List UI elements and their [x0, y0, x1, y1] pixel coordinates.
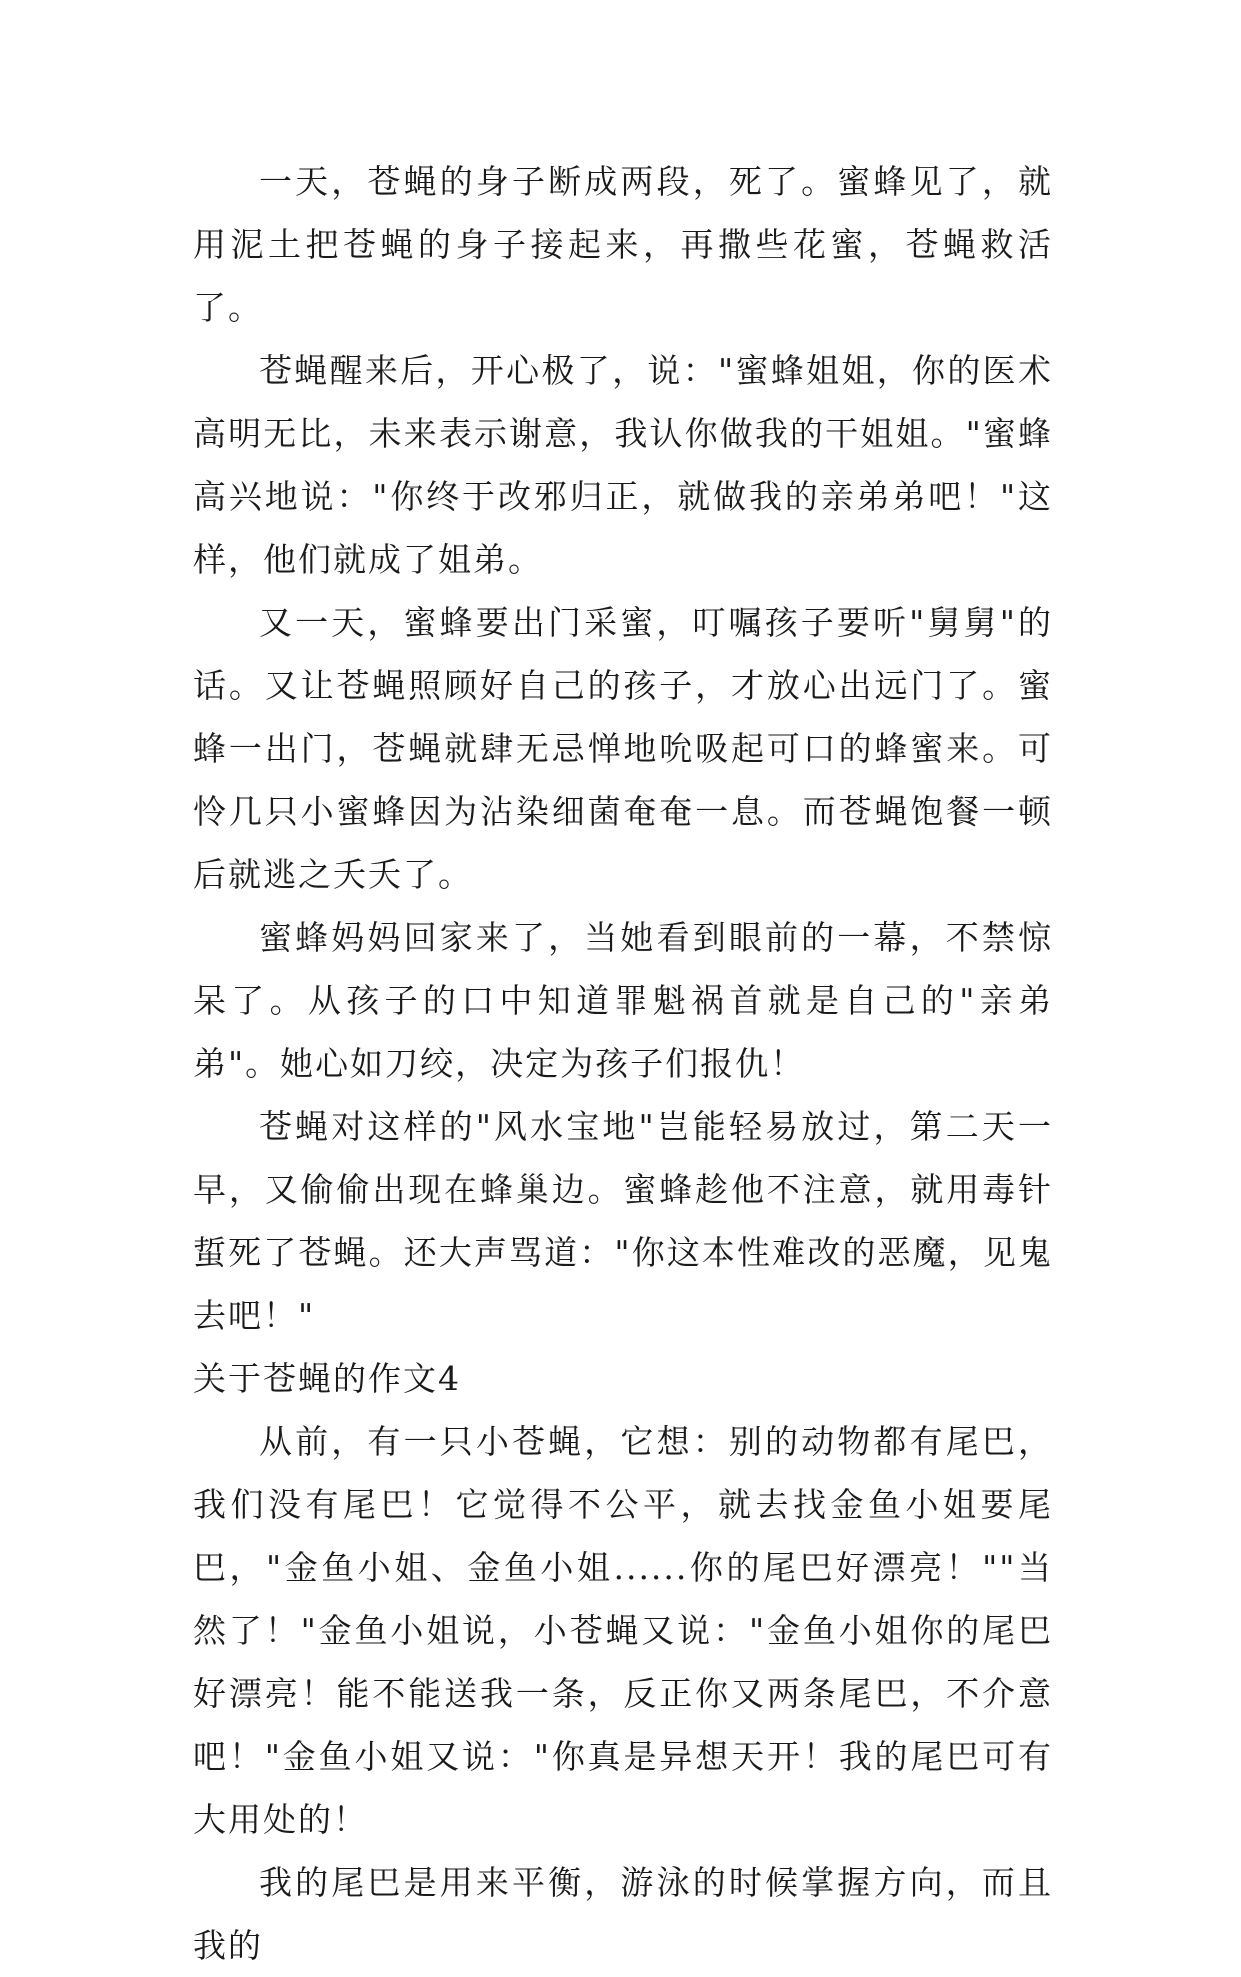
- paragraph: 又一天，蜜蜂要出门采蜜，叮嘱孩子要听"舅舅"的话。又让苍蝇照顾好自己的孩子，才放心出远门了。蜜蜂一出门，苍蝇就肆无忌惮地吮吸起可口的蜂蜜来。可怜几只小蜜蜂因为沾染细菌奄奄一息。而苍蝇饱餐一顿后就逃之夭夭了。: [193, 603, 1053, 894]
- paragraph: 一天，苍蝇的身子断成两段，死了。蜜蜂见了，就用泥土把苍蝇的身子接起来，再撒些花蜜，苍蝇救活了。: [193, 162, 1053, 327]
- paragraph: 从前，有一只小苍蝇，它想：别的动物都有尾巴，我们没有尾巴！它觉得不公平，就去找金鱼小姐要尾巴，"金鱼小姐、金鱼小姐......你的尾巴好漂亮！""当然了！"金鱼小姐说，小苍蝇又说："金鱼小姐你的尾巴好漂亮！能不能送我一条，反正你又两条尾巴，不介意吧！"金鱼小姐又说："你真是异想天开！我的尾巴可有大用处的！: [193, 1422, 1053, 1839]
- paragraph: 蜜蜂妈妈回家来了，当她看到眼前的一幕，不禁惊呆了。从孩子的口中知道罪魁祸首就是自己的"亲弟弟"。她心如刀绞，决定为孩子们报仇！: [193, 918, 1053, 1083]
- paragraph: 我的尾巴是用来平衡，游泳的时候掌握方向，而且我的: [193, 1863, 1053, 1965]
- document-page: [193, 150, 1053, 1977]
- paragraph: 苍蝇醒来后，开心极了，说："蜜蜂姐姐，你的医术高明无比，未来表示谢意，我认你做我的干姐姐。"蜜蜂高兴地说："你终于改邪归正，就做我的亲弟弟吧！"这样，他们就成了姐弟。: [193, 351, 1053, 579]
- paragraph: 苍蝇对这样的"风水宝地"岂能轻易放过，第二天一早，又偷偷出现在蜂巢边。蜜蜂趁他不注意，就用毒针蜇死了苍蝇。还大声骂道："你这本性难改的恶魔，见鬼去吧！": [193, 1107, 1053, 1335]
- section-heading: 关于苍蝇的作文4: [193, 1359, 461, 1398]
